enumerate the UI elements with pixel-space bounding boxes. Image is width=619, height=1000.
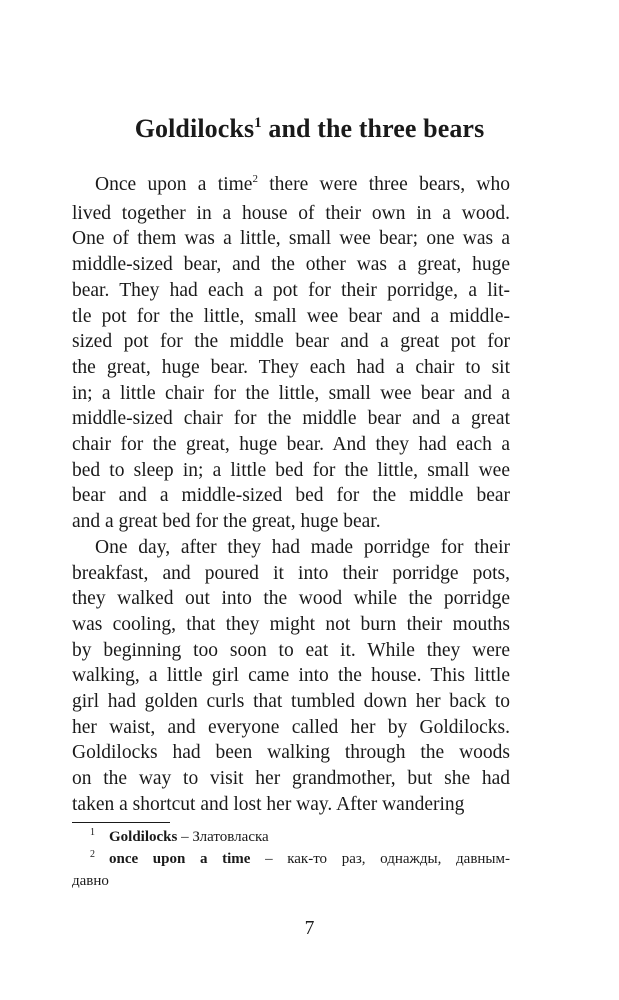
text-line — [72, 304, 510, 330]
footnote-number: 2 — [90, 849, 95, 860]
text-line — [72, 201, 510, 227]
text-line — [72, 663, 510, 689]
footnote-term: once upon a time — [109, 851, 251, 867]
page-title — [0, 112, 619, 150]
text-line — [72, 535, 510, 561]
footnote-line — [72, 849, 510, 871]
line-text: middle-sized chair for the middle bear and a great — [72, 408, 510, 430]
line-text: tle pot for the little, small wee bear and a middle- — [72, 305, 510, 327]
line-text: taken a shortcut and lost her way. After wandering — [72, 793, 465, 815]
text-line — [72, 252, 510, 278]
text-line — [72, 432, 510, 458]
line-text: in; a little chair for the little, small wee bear and a — [72, 382, 510, 404]
line-text: middle-sized bear, and the other was a great, huge — [72, 254, 510, 276]
line-text: walking, a little girl came into the house. This little — [72, 665, 510, 687]
line-text: and a great bed for the great, huge bear. — [72, 511, 381, 533]
footnote-marker: 2 — [252, 173, 258, 185]
text-line — [72, 509, 510, 535]
line-text: chair for the great, huge bear. And they had each a — [72, 434, 510, 456]
line-text-after: there were three bears, who — [257, 174, 510, 195]
footnotes — [72, 827, 510, 892]
footnote — [72, 849, 510, 892]
text-line — [72, 689, 510, 715]
footnote-continuation: давно — [72, 873, 109, 889]
text-line — [72, 458, 510, 484]
text-line — [72, 381, 510, 407]
title-main: Goldilocks — [134, 114, 255, 143]
text-line — [72, 172, 510, 201]
text-line — [72, 586, 510, 612]
title-rest: and the three bears — [261, 114, 485, 143]
line-text: bed to sleep in; a little bed for the little, small wee — [72, 459, 510, 481]
paragraph — [72, 172, 510, 535]
text-line — [72, 561, 510, 587]
text-line — [72, 355, 510, 381]
footnote-term: Goldilocks — [109, 829, 178, 845]
footnote-divider — [72, 822, 170, 823]
line-text: girl had golden curls that tumbled down her back to — [72, 691, 510, 713]
text-line — [72, 612, 510, 638]
line-text: One of them was a little, small wee bear; one was a — [72, 228, 510, 250]
page-number: 7 — [304, 918, 315, 939]
text-line — [72, 406, 510, 432]
footnote-line — [72, 827, 510, 849]
text-line — [72, 715, 510, 741]
text-line — [72, 483, 510, 509]
text-line — [72, 740, 510, 766]
text-line — [72, 226, 510, 252]
text-line — [72, 278, 510, 304]
line-text: Once upon a time — [95, 174, 253, 195]
footnote-definition: – Златовласка — [177, 829, 269, 845]
text-line — [72, 766, 510, 792]
footnote — [72, 827, 510, 849]
line-text: her waist, and everyone called her by Goldilocks. — [72, 716, 510, 738]
line-text: Goldilocks had been walking through the woods — [72, 742, 510, 764]
paragraph — [72, 535, 510, 818]
line-text: sized pot for the middle bear and a great pot for — [72, 331, 510, 353]
line-text: bear and a middle-sized bed for the middle bear — [72, 485, 510, 507]
line-text: they walked out into the wood while the porridge — [72, 588, 510, 610]
story-body — [72, 172, 510, 818]
footnote-number: 1 — [90, 827, 95, 838]
line-text: One day, after they had made porridge for their — [95, 536, 510, 558]
line-text: was cooling, that they might not burn their mouths — [72, 613, 510, 635]
title-footnote-marker: 1 — [254, 115, 262, 131]
text-line — [72, 329, 510, 355]
line-text: breakfast, and poured it into their porridge pots, — [72, 562, 510, 584]
footnote-definition: – как-то раз, однажды, давным- — [250, 851, 510, 867]
text-line — [72, 792, 510, 818]
line-text: by beginning too soon to eat it. While they were — [72, 639, 510, 661]
line-text: the great, huge bear. They each had a chair to sit — [72, 356, 510, 378]
text-line — [72, 638, 510, 664]
line-text: lived together in a house of their own in a wood. — [72, 202, 510, 224]
line-text: on the way to visit her grandmother, but she had — [72, 768, 510, 790]
line-text: bear. They had each a pot for their porridge, a lit- — [72, 279, 510, 301]
